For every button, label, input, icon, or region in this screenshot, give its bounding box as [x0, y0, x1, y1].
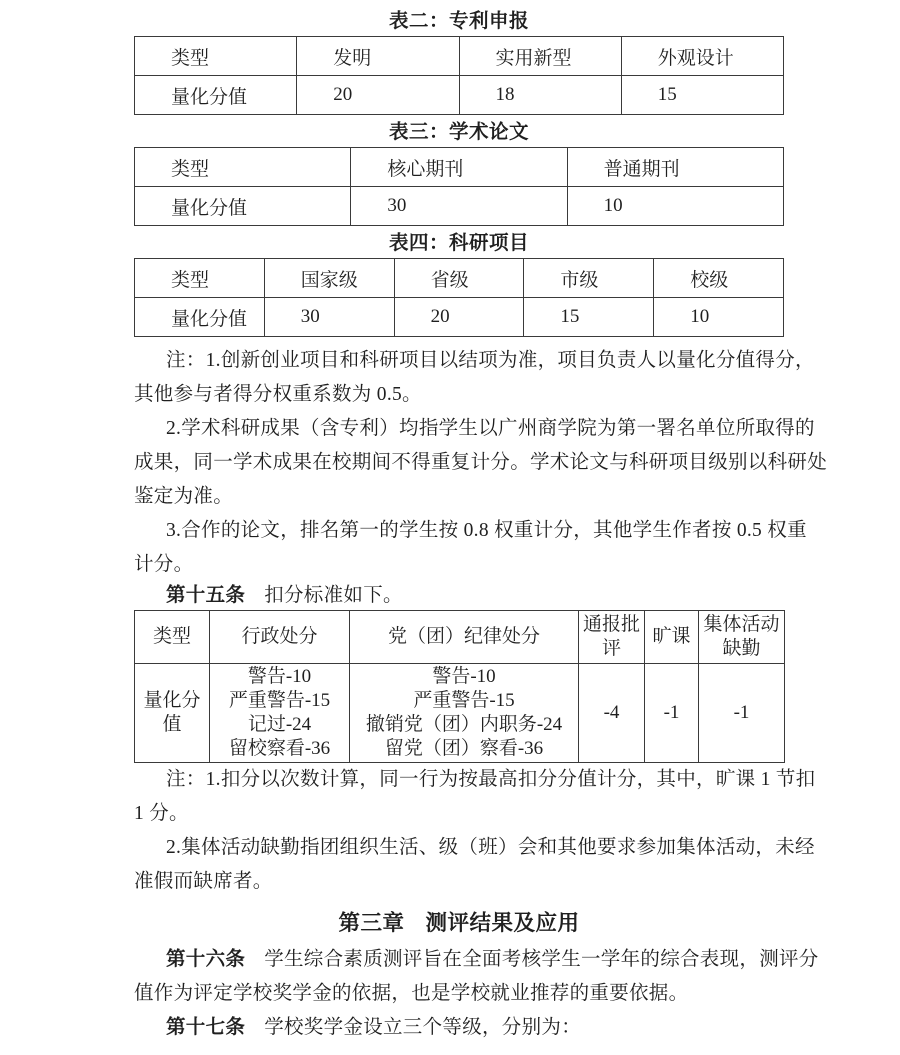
table-value-cell: 18 [459, 76, 621, 115]
penalty-item: 留党（团）察看-36 [384, 738, 544, 759]
table-value-cell: 30 [264, 298, 394, 337]
table-header-cell: 集体活动缺勤 [699, 611, 785, 664]
article-text: 学校奖学金设立三个等级，分别为： [264, 1017, 582, 1038]
paragraph-line: 1 分。 [134, 803, 189, 824]
table-header-cell: 类型 [135, 259, 265, 298]
table-header-cell: 实用新型 [459, 37, 621, 76]
table-header-cell: 发明 [297, 37, 459, 76]
article-text: 扣分标准如下。 [264, 585, 403, 606]
penalty-item: 严重警告-15 [413, 690, 515, 711]
table-header-cell: 核心期刊 [351, 148, 567, 187]
table-label-cell: 量化分值 [135, 664, 210, 763]
table-row [135, 37, 784, 76]
table-value-cell: 30 [351, 187, 567, 226]
table-value-cell: -1 [645, 664, 699, 763]
paragraph-line: 注：1.创新创业项目和科研项目以结项为准，项目负责人以量化分值得分， [166, 350, 815, 371]
table-value-cell: 20 [297, 76, 459, 115]
penalty-item: 警告-10 [247, 666, 312, 687]
table-row [135, 259, 784, 298]
paragraph-line: 其他参与者得分权重系数为 0.5。 [134, 384, 422, 405]
table-row [135, 76, 784, 115]
table-row [135, 664, 785, 763]
article-number: 第十七条 [166, 1017, 246, 1038]
article-16-paragraph [134, 943, 819, 1011]
note-paragraph [134, 763, 816, 899]
paragraph-line: 3.合作的论文，排名第一的学生按 0.8 权重计分，其他学生作者按 0.5 权重 [166, 520, 807, 541]
chapter-number: 第三章 [338, 911, 405, 935]
table-value-cell: 20 [394, 298, 524, 337]
table-label-cell: 量化分值 [135, 76, 297, 115]
patent-table [134, 36, 784, 115]
paragraph-line: 鉴定为准。 [134, 486, 234, 507]
table4-caption: 表四：科研项目 [388, 233, 529, 254]
table-header-cell: 党（团）纪律处分 [350, 611, 579, 664]
table-header-cell: 类型 [135, 148, 351, 187]
table-header-cell: 校级 [654, 259, 784, 298]
chapter-title: 测评结果及应用 [425, 911, 580, 935]
note-paragraph [134, 344, 828, 582]
table-row [135, 187, 784, 226]
table-value-cell: 10 [567, 187, 783, 226]
paragraph-line: 计分。 [134, 554, 194, 575]
table-header-cell: 类型 [135, 37, 297, 76]
paragraph-line: 值作为评定学校奖学金的依据，也是学校就业推荐的重要依据。 [134, 983, 689, 1004]
table-header-cell: 外观设计 [621, 37, 783, 76]
deduction-table [134, 610, 785, 763]
paragraph-line [134, 943, 819, 977]
article-number: 第十五条 [166, 585, 246, 606]
table-value-cell: 10 [654, 298, 784, 337]
table-header-cell: 行政处分 [210, 611, 350, 664]
table-header-cell: 旷课 [645, 611, 699, 664]
paragraph-line: 注：1.扣分以次数计算，同一行为按最高扣分分值计分，其中，旷课 1 节扣 [166, 769, 816, 790]
table-header-cell: 类型 [135, 611, 210, 664]
article-text: 学生综合素质测评旨在全面考核学生一学年的综合表现，测评分 [264, 949, 819, 970]
table-header-cell: 省级 [394, 259, 524, 298]
projects-table [134, 258, 784, 337]
table-value-cell: 15 [524, 298, 654, 337]
admin-penalty-cell [210, 664, 350, 763]
table-header-cell: 普通期刊 [567, 148, 783, 187]
table-header-cell: 通报批评 [579, 611, 645, 664]
paragraph-line: 2.集体活动缺勤指团组织生活、级（班）会和其他要求参加集体活动，未经 [166, 837, 815, 858]
table2-caption: 表二：专利申报 [388, 11, 529, 32]
chapter-heading [134, 903, 784, 943]
table-value-cell: -1 [699, 664, 785, 763]
table-label-cell: 量化分值 [135, 187, 351, 226]
penalty-item: 严重警告-15 [228, 690, 331, 711]
table3-caption: 表三：学术论文 [388, 122, 529, 143]
table-header-cell: 市级 [524, 259, 654, 298]
penalty-item: 记过-24 [247, 714, 312, 735]
paragraph-line: 准假而缺席者。 [134, 871, 273, 892]
table-row [135, 148, 784, 187]
table-row [135, 298, 784, 337]
table-header-cell: 国家级 [264, 259, 394, 298]
article-15-line [134, 582, 774, 610]
article-number: 第十六条 [166, 949, 246, 970]
table-row [135, 611, 785, 664]
table-value-cell: 15 [621, 76, 783, 115]
penalty-item: 留校察看-36 [228, 738, 331, 759]
article-17-line [134, 1011, 774, 1045]
penalty-item: 警告-10 [432, 666, 496, 687]
penalty-item: 撤销党（团）内职务-24 [365, 714, 563, 735]
paragraph-line: 成果，同一学术成果在校期间不得重复计分。学术论文与科研项目级别以科研处 [134, 452, 828, 473]
table-value-cell: -4 [579, 664, 645, 763]
papers-table [134, 147, 784, 226]
party-penalty-cell [350, 664, 579, 763]
table-label-cell: 量化分值 [135, 298, 265, 337]
paragraph-line: 2.学术科研成果（含专利）均指学生以广州商学院为第一署名单位所取得的 [166, 418, 815, 439]
